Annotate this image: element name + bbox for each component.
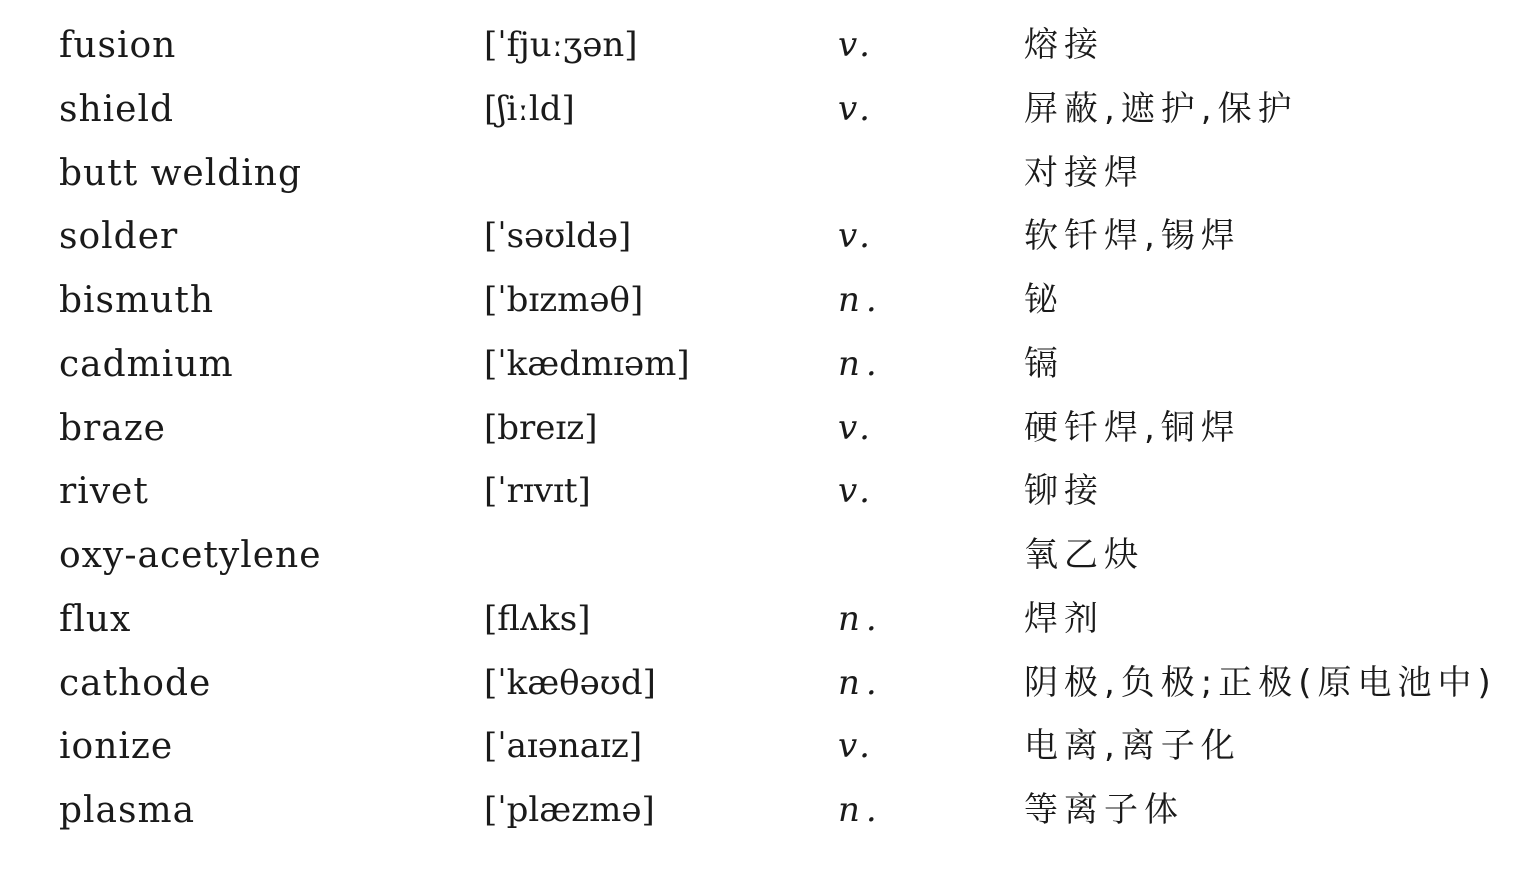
vocab-entry: [0, 524, 1536, 588]
entry-part-of-speech: v.: [838, 25, 876, 65]
entry-phonetic: [ˈsəʊldə]: [484, 216, 632, 257]
vocab-entry: [0, 652, 1536, 716]
entry-phonetic: [ˈrɪvɪt]: [484, 471, 591, 512]
entry-phonetic: [ʃiːld]: [484, 88, 575, 129]
entry-part-of-speech: n.: [838, 343, 883, 384]
entry-word: oxy-acetylene: [59, 535, 322, 576]
entry-part-of-speech: v.: [838, 88, 876, 129]
vocab-entry: [0, 14, 1536, 78]
entry-part-of-speech: n.: [838, 790, 883, 830]
entry-part-of-speech: n.: [838, 280, 883, 320]
vocab-entry: [0, 142, 1536, 206]
entry-part-of-speech: v.: [838, 407, 876, 448]
entry-phonetic: [ˈkæθəʊd]: [484, 662, 656, 703]
entry-meaning: 熔接: [1024, 25, 1104, 65]
entry-word: shield: [59, 88, 175, 130]
entry-word: flux: [59, 598, 132, 640]
entry-part-of-speech: v.: [838, 726, 876, 767]
entry-meaning: 焊剂: [1024, 598, 1104, 639]
entry-phonetic: [flʌks]: [484, 598, 591, 639]
entry-word: fusion: [59, 25, 177, 66]
entry-part-of-speech: v.: [838, 471, 876, 512]
entry-word: plasma: [59, 790, 196, 831]
entry-phonetic: [ˈbɪzməθ]: [484, 280, 644, 320]
entry-meaning: 对接焊: [1024, 152, 1144, 193]
entry-word: butt welding: [59, 152, 303, 194]
entry-meaning: 硬钎焊,铜焊: [1024, 407, 1241, 448]
entry-word: bismuth: [59, 280, 215, 321]
entry-word: rivet: [59, 471, 149, 513]
vocab-entry: [0, 715, 1536, 779]
vocab-entry: [0, 397, 1536, 461]
entry-meaning: 等离子体: [1024, 790, 1184, 830]
vocab-entry: [0, 779, 1536, 843]
vocab-entry: [0, 205, 1536, 269]
vocab-entry: [0, 588, 1536, 652]
entry-word: braze: [59, 407, 166, 449]
entry-meaning: 铆接: [1024, 471, 1104, 512]
vocab-entry: [0, 460, 1536, 524]
entry-phonetic: [breɪz]: [484, 407, 598, 448]
entry-meaning: 铋: [1024, 280, 1064, 320]
entry-phonetic: [ˈfjuːʒən]: [484, 25, 638, 65]
entry-word: solder: [59, 216, 179, 258]
vocab-entry: [0, 333, 1536, 397]
entry-meaning: 屏蔽,遮护,保护: [1024, 88, 1298, 129]
entry-word: cathode: [59, 662, 212, 704]
entry-part-of-speech: n.: [838, 598, 883, 639]
entry-meaning: 氧乙炔: [1024, 535, 1144, 575]
entry-word: ionize: [59, 726, 174, 768]
entry-phonetic: [ˈkædmɪəm]: [484, 343, 690, 384]
entry-meaning: 镉: [1024, 343, 1064, 384]
entry-meaning: 软钎焊,锡焊: [1024, 216, 1241, 257]
entry-word: cadmium: [59, 343, 234, 385]
entry-phonetic: [ˈplæzmə]: [484, 790, 655, 830]
entry-part-of-speech: v.: [838, 216, 876, 257]
entry-phonetic: [ˈaɪənaɪz]: [484, 726, 643, 767]
vocab-entry: [0, 78, 1536, 142]
entry-part-of-speech: n.: [838, 662, 883, 703]
entry-meaning: 电离,离子化: [1024, 726, 1241, 767]
vocab-entry: [0, 269, 1536, 333]
entry-meaning: 阴极,负极;正极(原电池中): [1024, 662, 1497, 703]
vocabulary-list: [0, 14, 1536, 843]
